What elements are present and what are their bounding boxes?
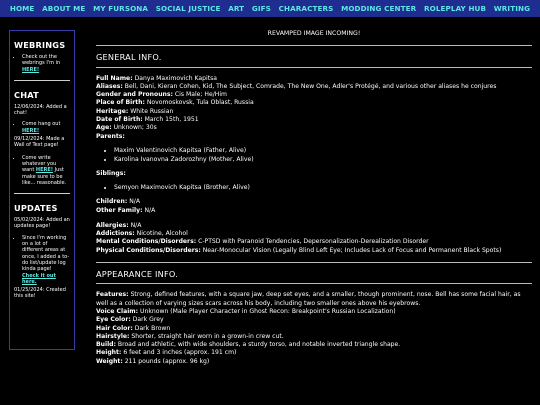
features-value: Strong, defined features, with a square jaw, deep set eyes, and a smaller, though prominent, nose. Bell has some facial hair, as well as a collection of varying sizes scars across his body, including two smaller ones above his eyebrows. <box>96 291 521 307</box>
nav-modding-center[interactable]: MODDING CENTER <box>341 4 417 13</box>
top-navigation <box>0 0 540 17</box>
updates-date: 05/02/2024: Added an updates page! <box>14 217 70 230</box>
age-row <box>96 124 532 132</box>
dob-value: March 15th, 1951 <box>144 116 199 124</box>
nav-gifs[interactable]: GIFS <box>251 4 271 13</box>
age-value: Unknown; 30s <box>113 124 157 132</box>
section-divider <box>96 262 532 263</box>
chat-date: 12/06/2024: Added a chat! <box>14 103 67 117</box>
allergies-value: N/A <box>130 221 142 229</box>
voice-row <box>96 308 532 316</box>
physical-value: Near-Monocular Vision (Legally Blind Left Eye; Includes Lack of Focus and Permanent Black Spots) <box>202 246 502 254</box>
field-label: Hair Color: <box>96 324 133 332</box>
birthplace-row <box>96 99 532 107</box>
weight-value: 211 pounds (approx. 96 kg) <box>124 357 210 365</box>
gender-row <box>96 91 532 99</box>
aliases-row <box>96 83 532 91</box>
webrings-heading: WEBRINGS <box>14 40 66 50</box>
heritage-value: White Russian <box>130 107 174 115</box>
physical-row <box>96 247 532 255</box>
webrings-item <box>22 54 70 73</box>
eye-color-row <box>96 316 532 324</box>
hairstyle-value: Shorter, straight hair worn in a grown-in crew cut. <box>131 332 284 340</box>
field-label: Voice Claim: <box>96 307 139 315</box>
field-label: Full Name: <box>96 74 133 82</box>
aliases-value: Bell, Dani, Kieran Cohen, Kid, The Subject, Comrade, The New One, Adler's Protégé, and various other aliases he conjures <box>124 82 497 90</box>
birthplace-value: Novomoskovsk, Tula Oblast, Russia <box>146 99 254 107</box>
hair-color-row <box>96 325 532 333</box>
allergies-row <box>96 222 532 230</box>
mental-row <box>96 238 532 246</box>
updates-link[interactable]: Check it out here. <box>22 272 56 285</box>
wall-of-text-item-text: Come write whatever you want <box>22 154 57 174</box>
heritage-row <box>96 108 532 116</box>
field-label: Other Family: <box>96 206 143 214</box>
addictions-row <box>96 230 532 238</box>
hair-color-value: Dark Brown <box>134 324 171 332</box>
list-item: • Karolina Ivanovna Zadorozhny (Mother, Alive) <box>114 155 532 164</box>
field-label: Height: <box>96 349 122 357</box>
field-label: Age: <box>96 124 112 132</box>
height-value: 6 feet and 3 inches (approx. 191 cm) <box>123 349 237 357</box>
webrings-text: Check out the webrings I'm in <box>22 54 61 67</box>
field-label: Place of Birth: <box>96 99 145 107</box>
webrings-link[interactable]: HERE! <box>22 66 40 73</box>
field-label: Physical Conditions/Disorders: <box>96 246 201 254</box>
wall-of-text-item-tail: Just make sure to be like... reasonable. <box>22 167 67 186</box>
weight-row <box>96 358 532 366</box>
main-content <box>96 22 532 405</box>
eye-color-value: Dark Grey <box>132 316 164 324</box>
sidebar-divider <box>14 80 70 81</box>
siblings-row <box>96 170 532 178</box>
nav-art[interactable]: ART <box>228 4 245 13</box>
nav-roleplay-hub[interactable]: ROLEPLAY HUB <box>423 4 487 13</box>
other-family-row <box>96 207 532 215</box>
full-name-value: Danya Maximovich Kapitsa <box>134 74 218 82</box>
siblings-list <box>96 183 532 192</box>
field-label: Aliases: <box>96 82 123 90</box>
nav-my-fursona[interactable]: MY FURSONA <box>93 4 149 13</box>
section-divider <box>96 45 532 46</box>
sidebar <box>9 30 75 350</box>
nav-about-me[interactable]: ABOUT ME <box>42 4 86 13</box>
site-created-note: 01/25/2024: Created this site! <box>14 287 66 300</box>
field-label: Addictions: <box>96 230 135 238</box>
general-info-heading: GENERAL INFO. <box>96 52 162 63</box>
field-label: Build: <box>96 341 116 349</box>
field-label: Siblings: <box>96 169 126 177</box>
children-row <box>96 198 532 206</box>
sidebar-divider <box>14 193 70 194</box>
build-row <box>96 341 532 349</box>
updates-section <box>14 217 70 300</box>
wall-of-text-item <box>22 155 70 186</box>
chat-link[interactable]: HERE! <box>22 127 40 134</box>
parents-list <box>96 146 532 164</box>
field-label: Date of Birth: <box>96 116 143 124</box>
wall-of-text-link[interactable]: HERE! <box>35 167 54 174</box>
appearance-info-heading: APPEARANCE INFO. <box>96 269 178 280</box>
updates-heading: UPDATES <box>14 203 58 214</box>
field-label: Gender and Pronouns: <box>96 91 173 99</box>
list-item: • Semyon Maximovich Kapitsa (Brother, Alive) <box>114 183 532 192</box>
chat-item-text: Come hang out <box>22 121 61 128</box>
hairstyle-row <box>96 333 532 341</box>
field-label: Mental Conditions/Disorders: <box>96 238 197 246</box>
field-label: Weight: <box>96 357 123 365</box>
gender-value: Cis Male; He/Him <box>174 91 227 99</box>
updates-item <box>22 235 70 285</box>
field-label: Eye Color: <box>96 316 131 324</box>
webrings-section <box>14 54 70 73</box>
children-value: N/A <box>129 198 140 206</box>
other-family-value: N/A <box>144 206 156 214</box>
chat-item <box>22 121 70 134</box>
list-item: • Maxim Valentinovich Kapitsa (Father, Alive) <box>114 146 532 155</box>
field-label: Heritage: <box>96 107 129 115</box>
field-label: Features: <box>96 291 129 299</box>
field-label: Hairstyle: <box>96 332 130 340</box>
chat-section <box>14 104 70 186</box>
voice-value: Unknown (Male Player Character in Ghost Recon: Breakpoint's Russian Localization) <box>140 307 396 315</box>
full-name-row <box>96 75 532 83</box>
field-label: Parents: <box>96 132 125 140</box>
parents-row <box>96 133 532 141</box>
nav-social-justice[interactable]: SOCIAL JUSTICE <box>155 4 221 13</box>
height-row <box>96 349 532 357</box>
nav-writing[interactable]: WRITING <box>493 4 531 13</box>
field-label: Allergies: <box>96 221 129 229</box>
banner-text: REVAMPED IMAGE INCOMING! <box>267 30 361 37</box>
wall-of-text-note: 09/12/2024: Made a Wall of Text page! <box>14 136 65 149</box>
features-row <box>96 291 532 308</box>
build-value: Broad and athletic, with wide shoulders, a sturdy torso, and notable inverted triangle shape. <box>117 341 401 349</box>
chat-heading: CHAT <box>14 89 39 100</box>
field-label: Children: <box>96 198 128 206</box>
mental-value: C-PTSD with Paranoid Tendencies, Depersonalization-Derealization Disorder <box>198 238 429 246</box>
dob-row <box>96 116 532 124</box>
addictions-value: Nicotine, Alcohol <box>136 230 188 238</box>
nav-characters[interactable]: CHARACTERS <box>278 4 334 13</box>
updates-item-text: Since I'm working on a lot of different areas at once, I added a to-do list/update log kinda page! <box>22 234 70 273</box>
nav-home[interactable]: HOME <box>9 4 35 13</box>
